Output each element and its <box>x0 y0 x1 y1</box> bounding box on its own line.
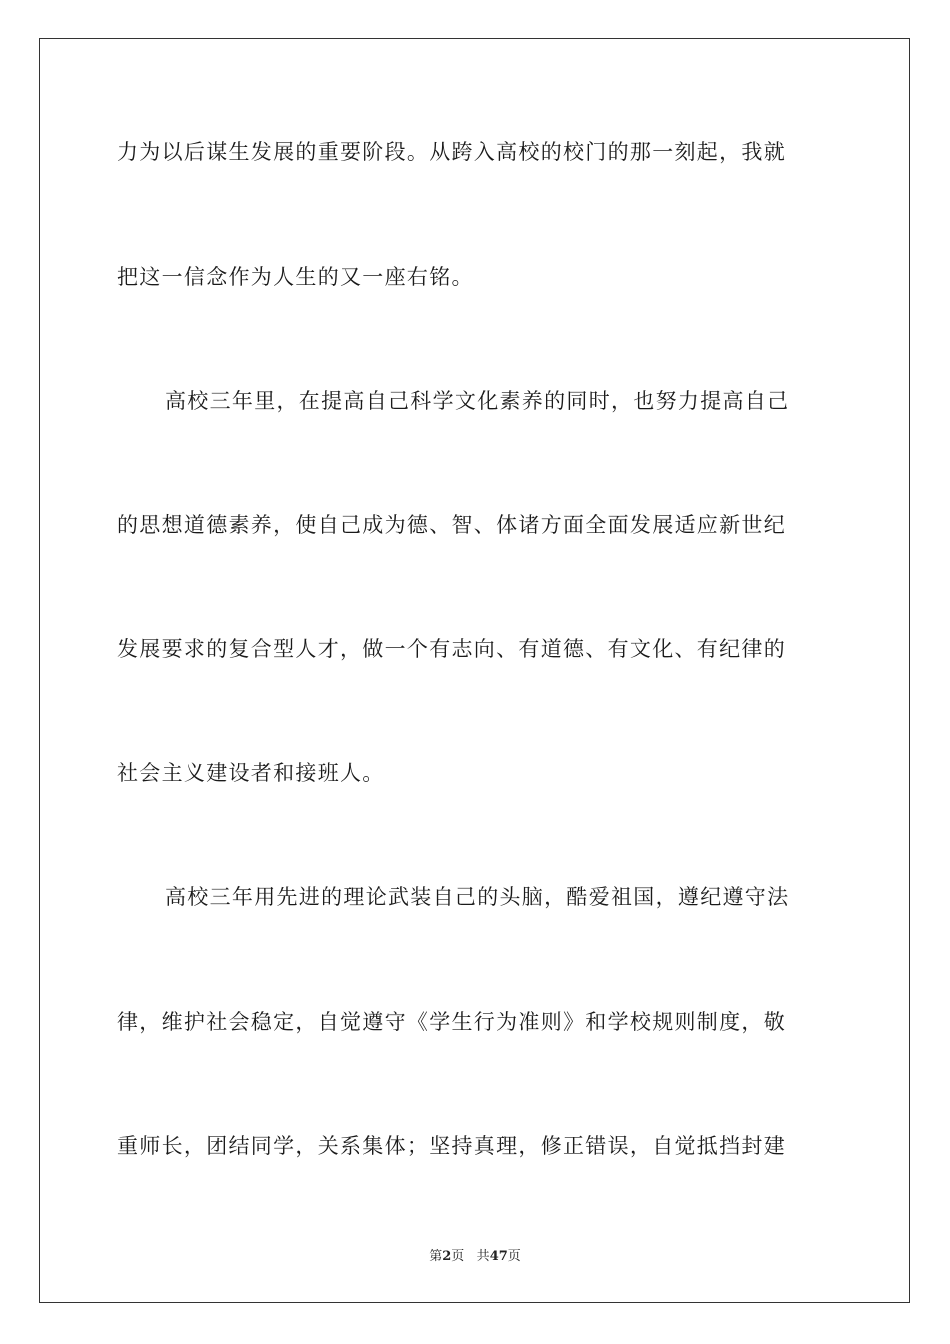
text-line: 力为以后谋生发展的重要阶段。从跨入高校的校门的那一刻起，我就 <box>117 140 786 164</box>
text-line: 律，维护社会稳定，自觉遵守《学生行为准则》和学校规则制度，敬 <box>117 1010 786 1034</box>
text-line: 发展要求的复合型人才，做一个有志向、有道德、有文化、有纪律的 <box>117 637 786 661</box>
paragraph-first-line: 高校三年里，在提高自己科学文化素养的同时，也努力提高自己 <box>165 389 790 413</box>
total-suffix: 页 <box>507 1249 521 1264</box>
total-pages: 47 <box>489 1249 508 1264</box>
page-number: 2 <box>442 1249 452 1264</box>
paragraph-first-line: 高校三年用先进的理论武装自己的头脑，酷爱祖国，遵纪遵守法 <box>165 885 790 909</box>
text-line: 社会主义建设者和接班人。 <box>117 761 385 785</box>
text-line: 的思想道德素养，使自己成为德、智、体诸方面全面发展适应新世纪 <box>117 513 786 537</box>
page-footer <box>0 1248 950 1266</box>
text-line: 重师长，团结同学，关系集体；坚持真理，修正错误，自觉抵挡封建 <box>117 1134 786 1158</box>
page-border <box>39 38 910 1303</box>
page-suffix: 页 <box>451 1249 465 1264</box>
page-prefix: 第 <box>429 1249 443 1264</box>
total-prefix: 共 <box>476 1249 490 1264</box>
text-line: 把这一信念作为人生的又一座右铭。 <box>117 265 474 289</box>
